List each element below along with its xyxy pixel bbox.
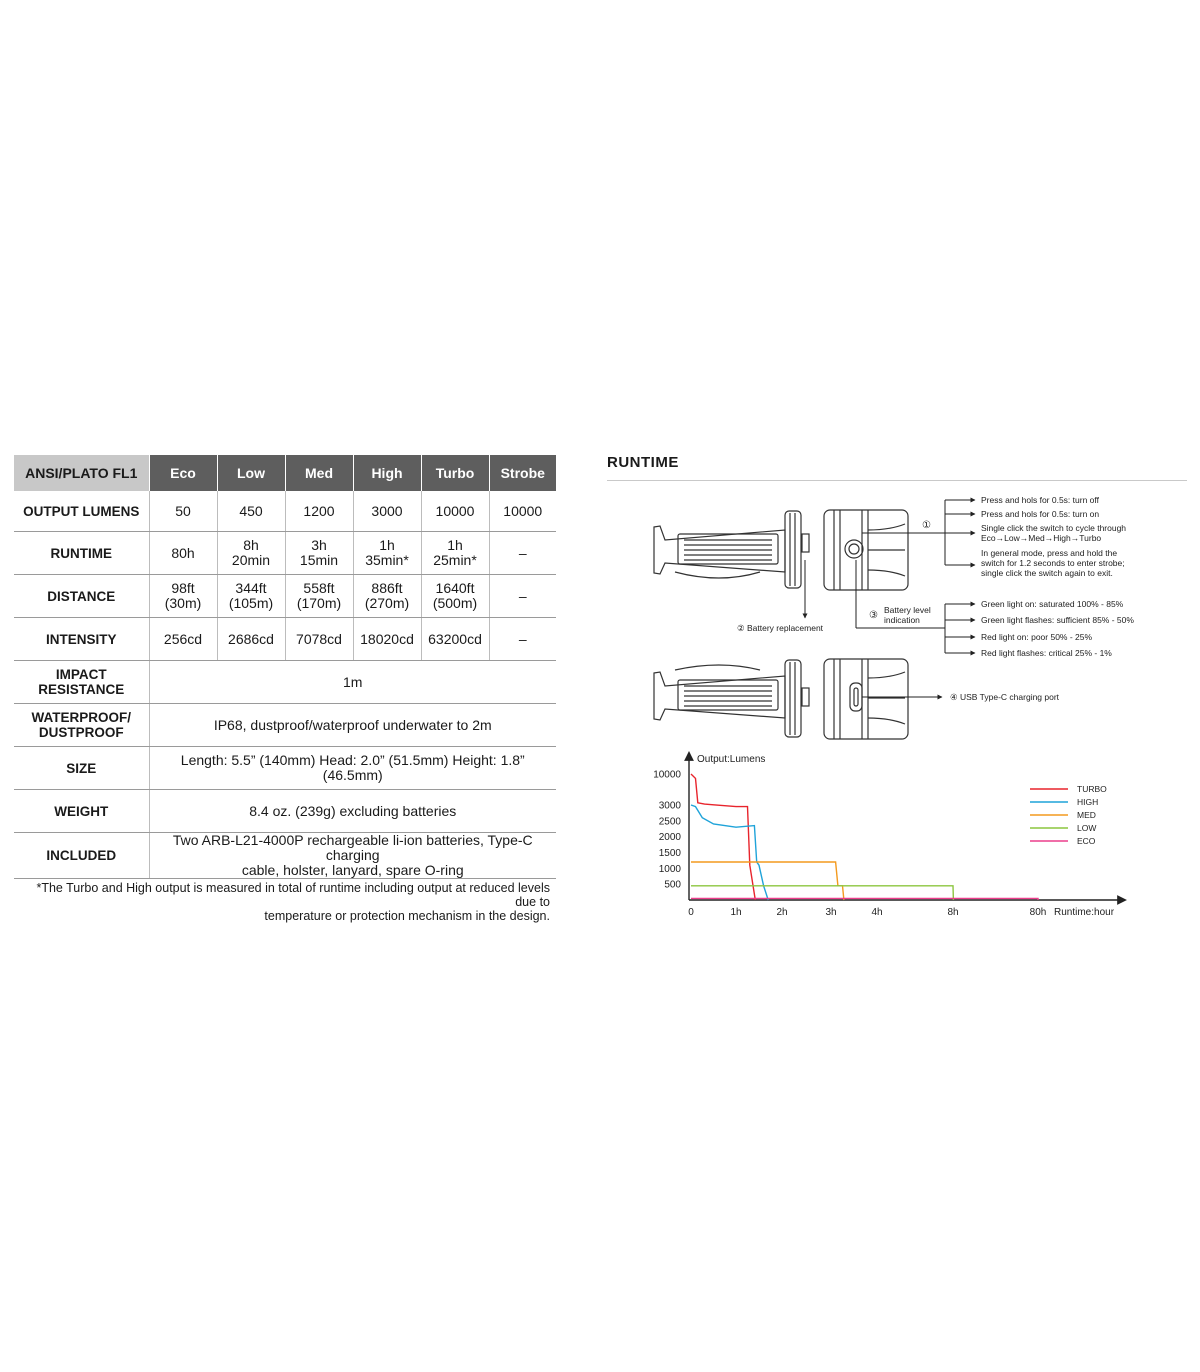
mode-header: Low	[217, 455, 285, 491]
table-cell: 1200	[285, 491, 353, 532]
runtime-title: RUNTIME	[607, 454, 679, 471]
table-cell: 1m	[149, 661, 556, 704]
x-tick-label: 2h	[776, 907, 788, 918]
switch-instruction: In general mode, press and hold the	[981, 548, 1118, 558]
switch-instruction: Press and hols for 0.5s: turn on	[981, 509, 1100, 519]
table-cell: 3h 15min	[285, 532, 353, 575]
x-axis-label: Runtime:hour	[1054, 907, 1115, 918]
switch-instruction: Eco→Low→Med→High→Turbo	[981, 533, 1102, 543]
row-label: WEIGHT	[14, 790, 149, 833]
x-tick-label: 3h	[825, 907, 837, 918]
table-cell: 80h	[149, 532, 217, 575]
y-tick-label: 1500	[658, 848, 681, 859]
row-label: INCLUDED	[14, 833, 149, 879]
battery-indication: Green light on: saturated 100% - 85%	[981, 599, 1124, 609]
table-cell: 344ft (105m)	[217, 575, 285, 618]
table-cell: –	[489, 532, 556, 575]
row-label: SIZE	[14, 747, 149, 790]
table-cell: 10000	[489, 491, 556, 532]
row-label: RUNTIME	[14, 532, 149, 575]
battery-indication: Red light flashes: critical 25% - 1%	[981, 648, 1112, 658]
switch-instruction: Press and hols for 0.5s: turn off	[981, 495, 1099, 505]
table-cell: 2686cd	[217, 618, 285, 661]
series-line-low	[691, 886, 953, 900]
spec-table	[14, 455, 556, 879]
row-label: WATERPROOF/ DUSTPROOF	[14, 704, 149, 747]
table-footnote: *The Turbo and High output is measured in total of runtime including output at reduced levels due to temperature or protection mechanism in the design.	[36, 881, 550, 923]
table-cell: 50	[149, 491, 217, 532]
series-line-med	[691, 862, 844, 900]
table-row	[14, 491, 556, 532]
table-cell: 1640ft (500m)	[421, 575, 489, 618]
table-cell: 7078cd	[285, 618, 353, 661]
y-tick-label: 3000	[658, 800, 681, 812]
row-label: IMPACT RESISTANCE	[14, 661, 149, 704]
callout-number: ③	[869, 610, 878, 621]
table-cell: 1h 25min*	[421, 532, 489, 575]
y-tick-label: 2500	[658, 816, 681, 828]
legend-label: HIGH	[1077, 797, 1099, 807]
row-label: DISTANCE	[14, 575, 149, 618]
table-cell: 8h 20min	[217, 532, 285, 575]
table-cell: 18020cd	[353, 618, 421, 661]
usb-port-label: ④ USB Type-C charging port	[950, 692, 1060, 702]
chart-axes	[689, 753, 1125, 900]
legend-label: LOW	[1077, 823, 1097, 833]
legend-label: ECO	[1077, 836, 1096, 846]
series-line-high	[691, 805, 768, 900]
table-cell: 256cd	[149, 618, 217, 661]
y-tick-label: 500	[664, 879, 681, 891]
table-row	[14, 618, 556, 661]
mode-header: High	[353, 455, 421, 491]
table-cell: –	[489, 618, 556, 661]
x-tick-label: 4h	[871, 907, 883, 918]
mode-header: Turbo	[421, 455, 489, 491]
x-tick-label: 80h	[1029, 907, 1047, 918]
mode-header-row	[14, 455, 556, 491]
flashlight-charging-illustration	[654, 659, 908, 739]
table-cell: Length: 5.5” (140mm) Head: 2.0” (51.5mm) Height: 1.8” (46.5mm)	[149, 747, 556, 790]
runtime-divider	[607, 480, 1187, 481]
x-tick-label: 8h	[947, 907, 959, 918]
table-row	[14, 704, 556, 747]
series-line-turbo	[691, 774, 755, 900]
y-tick-label: 10000	[653, 769, 681, 781]
table-row	[14, 790, 556, 833]
x-tick-label: 1h	[730, 907, 742, 918]
table-row	[14, 532, 556, 575]
x-tick-label: 0	[688, 907, 694, 918]
mode-header: Eco	[149, 455, 217, 491]
battery-indication: Red light on: poor 50% - 25%	[981, 632, 1093, 642]
table-cell: –	[489, 575, 556, 618]
flashlight-body-illustration	[654, 511, 809, 588]
row-label: INTENSITY	[14, 618, 149, 661]
battery-indication: Green light flashes: sufficient 85% - 50%	[981, 615, 1134, 625]
table-cell: 886ft (270m)	[353, 575, 421, 618]
row-label: OUTPUT LUMENS	[14, 491, 149, 532]
y-tick-label: 2000	[658, 832, 681, 844]
table-corner-label: ANSI/PLATO FL1	[14, 455, 149, 491]
flashlight-head-illustration	[824, 510, 908, 590]
callout-lines	[805, 500, 975, 697]
table-cell: 558ft (170m)	[285, 575, 353, 618]
table-cell: 1h 35min*	[353, 532, 421, 575]
mode-header: Strobe	[489, 455, 556, 491]
legend-label: MED	[1077, 810, 1096, 820]
table-cell: 8.4 oz. (239g) excluding batteries	[149, 790, 556, 833]
table-row	[14, 833, 556, 879]
table-cell: 3000	[353, 491, 421, 532]
switch-instruction: single click the switch again to exit.	[981, 568, 1113, 578]
table-cell: 10000	[421, 491, 489, 532]
table-cell: 98ft (30m)	[149, 575, 217, 618]
table-row	[14, 575, 556, 618]
battery-level-label: indication	[884, 615, 920, 625]
callout-number: ①	[922, 520, 931, 531]
y-axis-label: Output:Lumens	[697, 754, 766, 765]
y-tick-label: 1000	[658, 863, 681, 875]
table-cell: 63200cd	[421, 618, 489, 661]
table-cell: 450	[217, 491, 285, 532]
series-line-eco	[691, 898, 1038, 900]
table-row	[14, 661, 556, 704]
table-cell: IP68, dustproof/waterproof underwater to 2m	[149, 704, 556, 747]
table-row	[14, 747, 556, 790]
switch-instruction: Single click the switch to cycle through	[981, 523, 1127, 533]
legend-label: TURBO	[1077, 784, 1107, 794]
battery-replacement-label: ② Battery replacement	[737, 623, 824, 633]
mode-header: Med	[285, 455, 353, 491]
battery-level-label: Battery level	[884, 605, 931, 615]
switch-instruction: switch for 1.2 seconds to enter strobe;	[981, 558, 1125, 568]
table-cell: Two ARB-L21-4000P rechargeable li-ion batteries, Type-C charging cable, holster, lanyard, spare O-ring	[149, 833, 556, 879]
